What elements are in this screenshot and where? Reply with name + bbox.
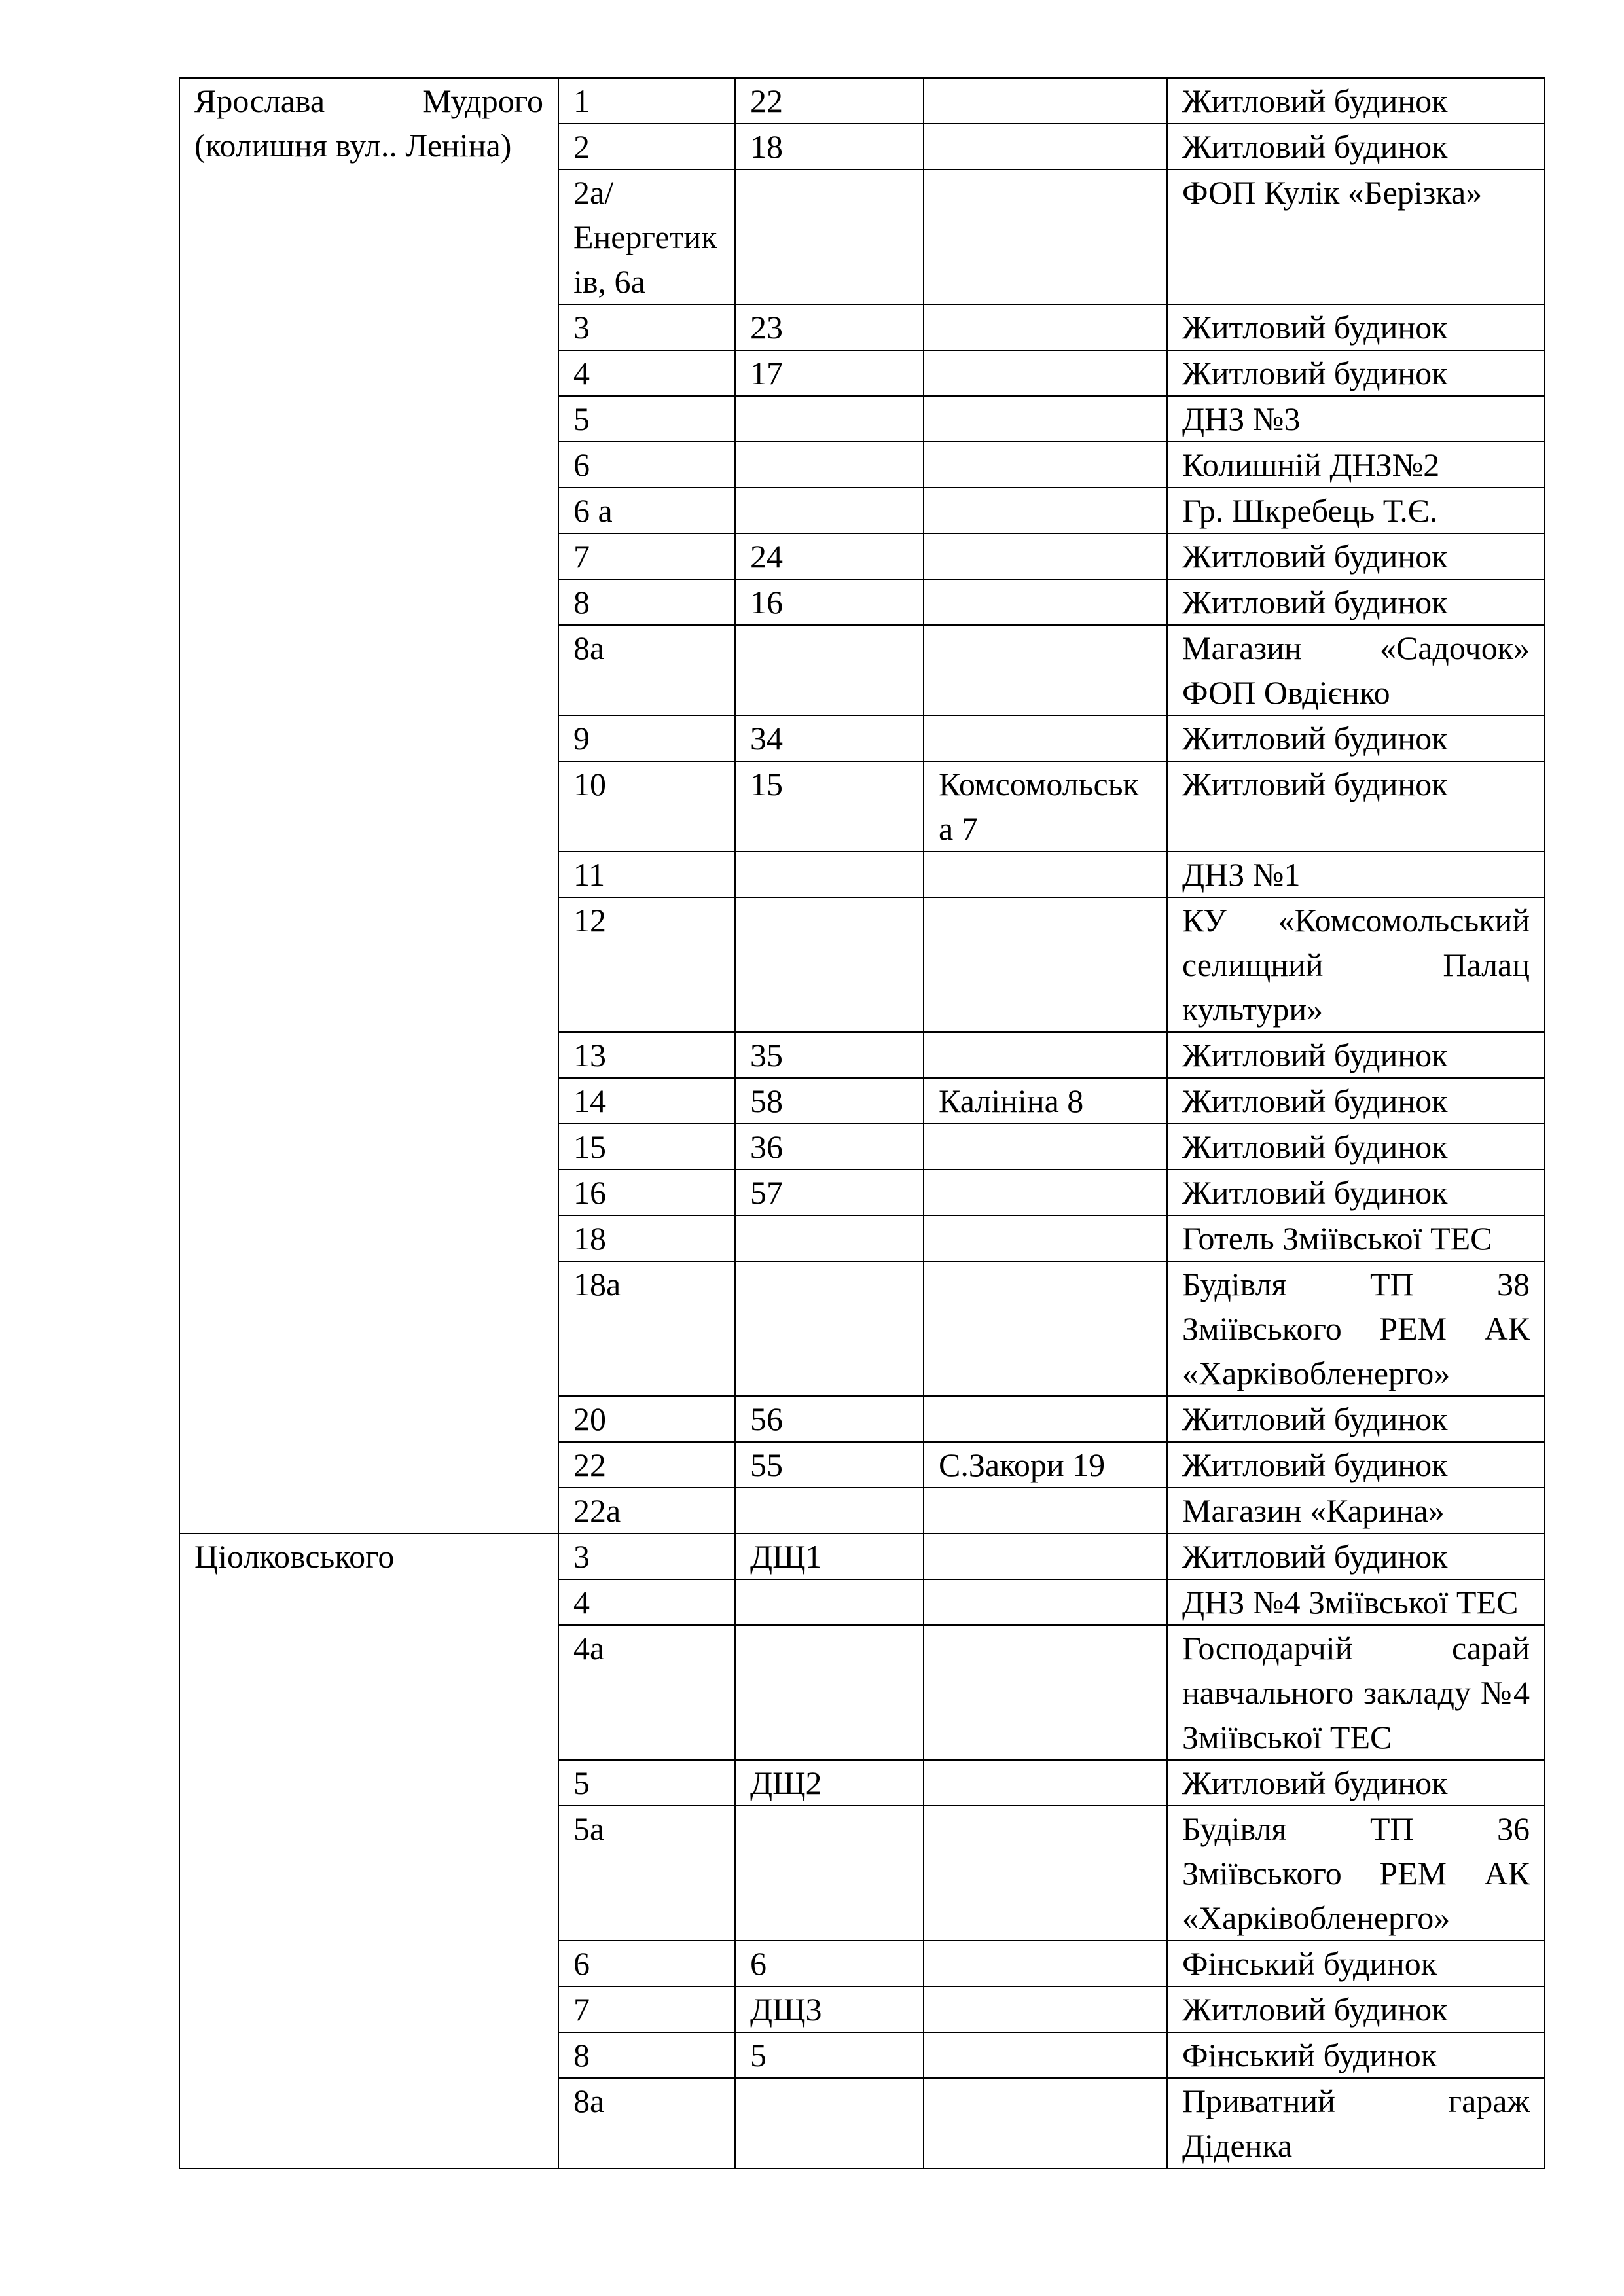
alt-address-cell: [924, 78, 1167, 124]
alt-address-cell: [924, 1170, 1167, 1215]
purpose-cell: ДНЗ №4 Зміївської ТЕС: [1167, 1579, 1545, 1625]
alt-address-cell: [924, 1760, 1167, 1806]
house-number-cell: 10: [558, 761, 735, 852]
alt-address-cell: [924, 1032, 1167, 1078]
purpose-cell: Приватний гараж Діденка: [1167, 2078, 1545, 2168]
old-number-cell: ДЩ2: [735, 1760, 924, 1806]
old-number-cell: ДЩ3: [735, 1986, 924, 2032]
house-number-cell: 5: [558, 1760, 735, 1806]
old-number-cell: 16: [735, 579, 924, 625]
house-number-cell: 8: [558, 579, 735, 625]
purpose-cell: Житловий будинок: [1167, 1534, 1545, 1579]
alt-address-cell: [924, 1396, 1167, 1442]
purpose-cell: Житловий будинок: [1167, 533, 1545, 579]
alt-address-cell: [924, 1488, 1167, 1534]
purpose-cell: Житловий будинок: [1167, 124, 1545, 170]
house-number-cell: 8: [558, 2032, 735, 2078]
old-number-cell: [735, 396, 924, 442]
alt-address-cell: [924, 715, 1167, 761]
old-number-cell: [735, 2078, 924, 2168]
old-number-cell: 18: [735, 124, 924, 170]
alt-address-cell: [924, 304, 1167, 350]
purpose-cell: Житловий будинок: [1167, 1124, 1545, 1170]
house-number-cell: 15: [558, 1124, 735, 1170]
alt-address-cell: [924, 897, 1167, 1032]
old-number-cell: [735, 170, 924, 304]
alt-address-cell: [924, 396, 1167, 442]
purpose-cell: Магазин «Карина»: [1167, 1488, 1545, 1534]
house-number-cell: 16: [558, 1170, 735, 1215]
house-number-cell: 5а: [558, 1806, 735, 1941]
purpose-cell: Житловий будинок: [1167, 350, 1545, 396]
house-number-cell: 2а/Енергетиків, 6а: [558, 170, 735, 304]
alt-address-cell: [924, 2078, 1167, 2168]
alt-address-cell: [924, 625, 1167, 715]
house-number-cell: 22: [558, 1442, 735, 1488]
old-number-cell: [735, 1488, 924, 1534]
alt-address-cell: Комсомольська 7: [924, 761, 1167, 852]
house-number-cell: 12: [558, 897, 735, 1032]
old-number-cell: 6: [735, 1941, 924, 1986]
old-number-cell: [735, 625, 924, 715]
alt-address-cell: [924, 1534, 1167, 1579]
alt-address-cell: [924, 533, 1167, 579]
house-number-cell: 5: [558, 396, 735, 442]
old-number-cell: 5: [735, 2032, 924, 2078]
purpose-cell: Гр. Шкребець Т.Є.: [1167, 488, 1545, 533]
purpose-cell: КУ «Комсомольський селищний Палац культури»: [1167, 897, 1545, 1032]
old-number-cell: 58: [735, 1078, 924, 1124]
old-number-cell: 56: [735, 1396, 924, 1442]
alt-address-cell: Калініна 8: [924, 1078, 1167, 1124]
house-number-cell: 18а: [558, 1261, 735, 1396]
purpose-cell: Житловий будинок: [1167, 1170, 1545, 1215]
table-row: [179, 78, 1545, 124]
house-number-cell: 1: [558, 78, 735, 124]
alt-address-cell: [924, 1625, 1167, 1760]
alt-address-cell: [924, 442, 1167, 488]
old-number-cell: [735, 1625, 924, 1760]
house-number-cell: 2: [558, 124, 735, 170]
old-number-cell: ДЩ1: [735, 1534, 924, 1579]
street-name-cell: Ціолковського: [179, 1534, 558, 2168]
alt-address-cell: [924, 170, 1167, 304]
old-number-cell: 15: [735, 761, 924, 852]
purpose-cell: Господарчій сарай навчального закладу №4 Зміївської ТЕС: [1167, 1625, 1545, 1760]
old-number-cell: 36: [735, 1124, 924, 1170]
alt-address-cell: [924, 350, 1167, 396]
purpose-cell: Житловий будинок: [1167, 1442, 1545, 1488]
purpose-cell: Житловий будинок: [1167, 761, 1545, 852]
old-number-cell: [735, 442, 924, 488]
purpose-cell: Житловий будинок: [1167, 1396, 1545, 1442]
old-number-cell: 55: [735, 1442, 924, 1488]
old-number-cell: [735, 1215, 924, 1261]
alt-address-cell: [924, 1215, 1167, 1261]
house-number-cell: 3: [558, 1534, 735, 1579]
alt-address-cell: [924, 1806, 1167, 1941]
purpose-cell: Магазин «Садочок» ФОП Овдієнко: [1167, 625, 1545, 715]
purpose-cell: Житловий будинок: [1167, 579, 1545, 625]
purpose-cell: ДНЗ №1: [1167, 852, 1545, 897]
old-number-cell: 24: [735, 533, 924, 579]
purpose-cell: Житловий будинок: [1167, 1078, 1545, 1124]
purpose-cell: ФОП Кулік «Берізка»: [1167, 170, 1545, 304]
purpose-cell: Житловий будинок: [1167, 715, 1545, 761]
old-number-cell: 57: [735, 1170, 924, 1215]
old-number-cell: [735, 897, 924, 1032]
street-name-cell: Ярослава Мудрого (колишня вул.. Леніна): [179, 78, 558, 1534]
table-row: [179, 1534, 1545, 1579]
alt-address-cell: С.Закори 19: [924, 1442, 1167, 1488]
house-number-cell: 6: [558, 442, 735, 488]
address-table-body: [179, 78, 1545, 2168]
old-number-cell: 34: [735, 715, 924, 761]
purpose-cell: Житловий будинок: [1167, 78, 1545, 124]
house-number-cell: 6: [558, 1941, 735, 1986]
purpose-cell: Фінський будинок: [1167, 2032, 1545, 2078]
old-number-cell: [735, 488, 924, 533]
purpose-cell: Колишній ДНЗ№2: [1167, 442, 1545, 488]
house-number-cell: 20: [558, 1396, 735, 1442]
alt-address-cell: [924, 1261, 1167, 1396]
old-number-cell: 22: [735, 78, 924, 124]
alt-address-cell: [924, 1124, 1167, 1170]
house-number-cell: 3: [558, 304, 735, 350]
purpose-cell: Фінський будинок: [1167, 1941, 1545, 1986]
house-number-cell: 4: [558, 350, 735, 396]
alt-address-cell: [924, 1579, 1167, 1625]
alt-address-cell: [924, 488, 1167, 533]
old-number-cell: 23: [735, 304, 924, 350]
purpose-cell: Будівля ТП 38 Зміївського РЕМ АК «Харківобленерго»: [1167, 1261, 1545, 1396]
purpose-cell: Житловий будинок: [1167, 1032, 1545, 1078]
house-number-cell: 11: [558, 852, 735, 897]
house-number-cell: 4а: [558, 1625, 735, 1760]
old-number-cell: 17: [735, 350, 924, 396]
old-number-cell: [735, 1261, 924, 1396]
purpose-cell: Житловий будинок: [1167, 1760, 1545, 1806]
house-number-cell: 7: [558, 1986, 735, 2032]
alt-address-cell: [924, 2032, 1167, 2078]
alt-address-cell: [924, 579, 1167, 625]
purpose-cell: Житловий будинок: [1167, 304, 1545, 350]
alt-address-cell: [924, 1941, 1167, 1986]
house-number-cell: 6 а: [558, 488, 735, 533]
purpose-cell: ДНЗ №3: [1167, 396, 1545, 442]
alt-address-cell: [924, 1986, 1167, 2032]
house-number-cell: 7: [558, 533, 735, 579]
purpose-cell: Готель Зміївської ТЕС: [1167, 1215, 1545, 1261]
purpose-cell: Житловий будинок: [1167, 1986, 1545, 2032]
house-number-cell: 8а: [558, 625, 735, 715]
house-number-cell: 9: [558, 715, 735, 761]
house-number-cell: 4: [558, 1579, 735, 1625]
old-number-cell: [735, 1806, 924, 1941]
old-number-cell: 35: [735, 1032, 924, 1078]
house-number-cell: 8а: [558, 2078, 735, 2168]
house-number-cell: 18: [558, 1215, 735, 1261]
alt-address-cell: [924, 124, 1167, 170]
house-number-cell: 14: [558, 1078, 735, 1124]
purpose-cell: Будівля ТП 36 Зміївського РЕМ АК «Харківобленерго»: [1167, 1806, 1545, 1941]
old-number-cell: [735, 852, 924, 897]
house-number-cell: 13: [558, 1032, 735, 1078]
address-table: [179, 77, 1545, 2169]
house-number-cell: 22а: [558, 1488, 735, 1534]
alt-address-cell: [924, 852, 1167, 897]
old-number-cell: [735, 1579, 924, 1625]
